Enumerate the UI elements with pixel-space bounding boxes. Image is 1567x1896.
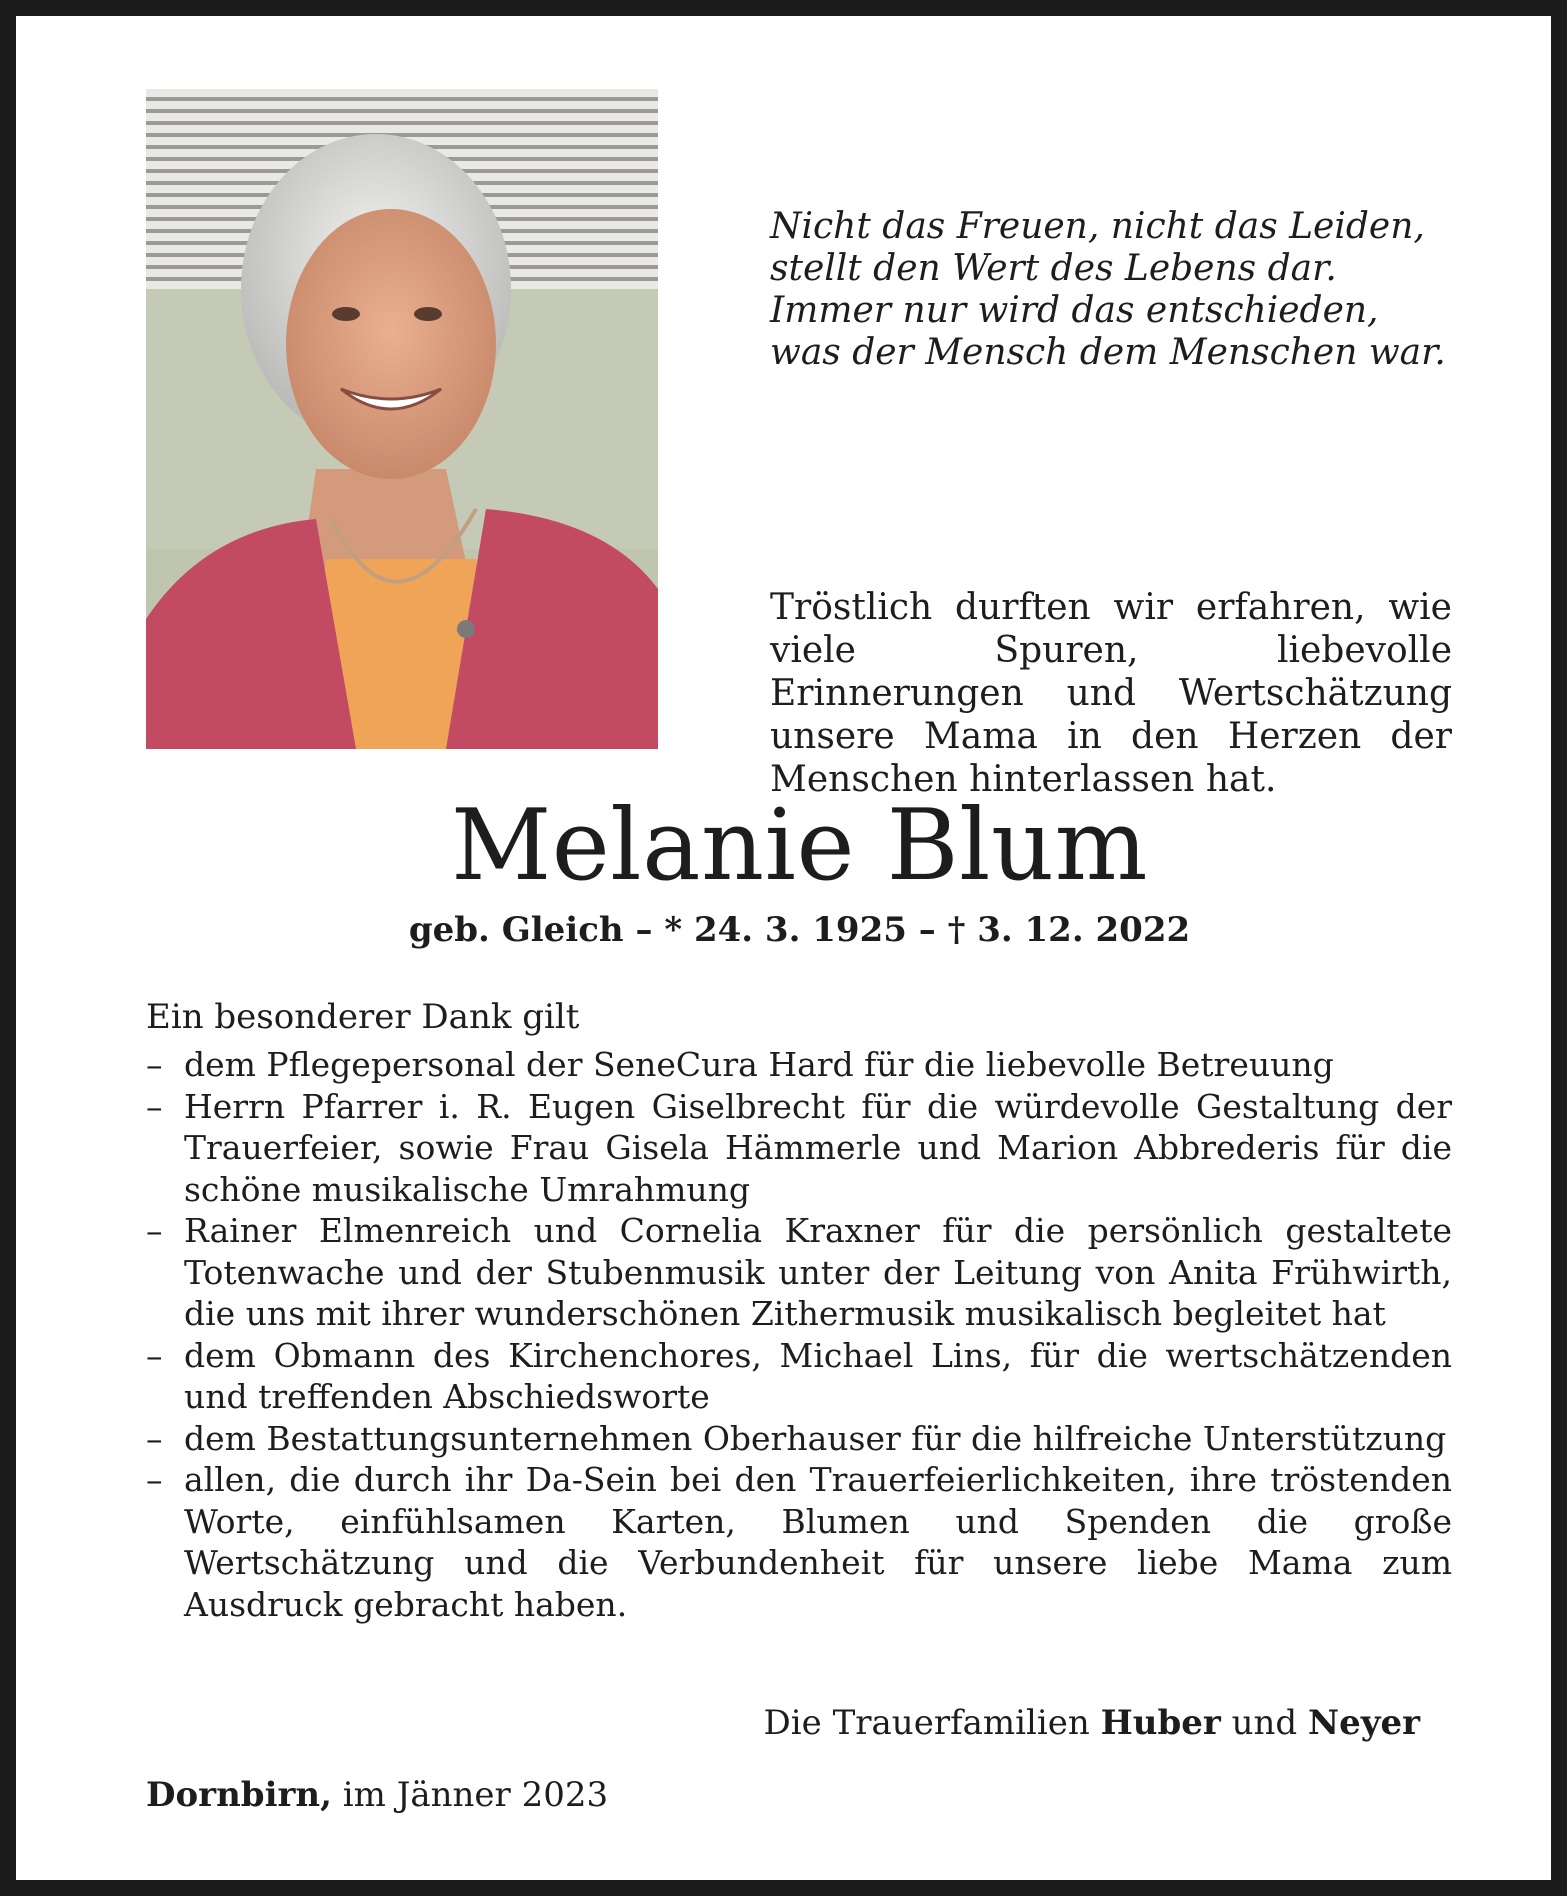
list-item-text: dem Obmann des Kirchenchores, Michael Lins, für die wertschätzenden und treffenden Abschiedsworte	[184, 1335, 1452, 1416]
poem-quote	[770, 206, 1470, 374]
date: im Jänner 2023	[342, 1775, 609, 1815]
poem-line: was der Mensch dem Menschen war.	[770, 332, 1446, 373]
dash-bullet: –	[146, 1335, 163, 1375]
portrait-photo	[146, 89, 658, 749]
thanks-list	[146, 1044, 1452, 1625]
place: Dornbirn,	[146, 1775, 332, 1815]
dash-bullet: –	[146, 1086, 163, 1126]
list-item-text: Herrn Pfarrer i. R. Eugen Giselbrecht für die würdevolle Gestaltung der Trauerfeier, sowie Frau Gisela Hämmerle und Marion Abbrederis für die schöne musikalische Umrahmung	[184, 1086, 1452, 1209]
signature	[764, 1702, 1420, 1744]
list-item-text: Rainer Elmenreich und Cornelia Kraxner für die persönlich gestaltete Totenwache und der Stubenmusik unter der Leitung von Anita Frühwirth, die uns mit ihrer wunderschönen Zithermusik musikalisch begleitet hat	[184, 1211, 1452, 1333]
list-item-text: dem Bestattungsunternehmen Oberhauser für die hilfreiche Unterstützung	[184, 1418, 1447, 1458]
birth-name: geb. Gleich	[408, 910, 624, 950]
birth-date: – * 24. 3. 1925	[635, 910, 907, 950]
list-item-text: dem Pflegepersonal der SeneCura Hard für die liebevolle Betreuung	[184, 1045, 1334, 1084]
dash-bullet: –	[146, 1418, 163, 1458]
signature-prefix: Die Trauerfamilien	[763, 1703, 1090, 1743]
death-date: – † 3. 12. 2022	[918, 910, 1191, 950]
intro-paragraph: Tröstlich durften wir erfahren, wie viele Spuren, liebevolle Erinnerungen und Wertschätzung unsere Mama in den Herzen der Menschen hinterlassen hat.	[770, 587, 1452, 800]
family-name-neyer: Neyer	[1307, 1703, 1420, 1743]
list-item	[146, 1044, 1452, 1086]
thanks-heading: Ein besonderer Dank gilt	[146, 997, 580, 1037]
list-item	[146, 1459, 1452, 1625]
life-dates	[16, 909, 1567, 951]
poem-line: Immer nur wird das entschieden,	[770, 290, 1379, 331]
list-item	[146, 1418, 1452, 1460]
list-item	[146, 1335, 1452, 1418]
dash-bullet: –	[146, 1211, 163, 1250]
family-name-huber: Huber	[1100, 1703, 1221, 1743]
deceased-name: Melanie Blum	[450, 789, 1149, 903]
poem-line: stellt den Wert des Lebens dar.	[770, 248, 1337, 289]
list-item	[146, 1210, 1452, 1335]
place-date	[146, 1774, 608, 1816]
list-item	[146, 1086, 1452, 1211]
signature-connector: und	[1231, 1703, 1298, 1743]
dash-bullet: –	[146, 1460, 163, 1499]
dash-bullet: –	[146, 1045, 163, 1084]
poem-line: Nicht das Freuen, nicht das Leiden,	[770, 206, 1425, 247]
list-item-text: allen, die durch ihr Da-Sein bei den Trauerfeierlichkeiten, ihre tröstenden Worte, einfühlsamen Karten, Blumen und Spenden die große Wertschätzung und die Verbundenheit für unsere liebe Mama zum Ausdruck gebracht haben.	[184, 1460, 1452, 1624]
